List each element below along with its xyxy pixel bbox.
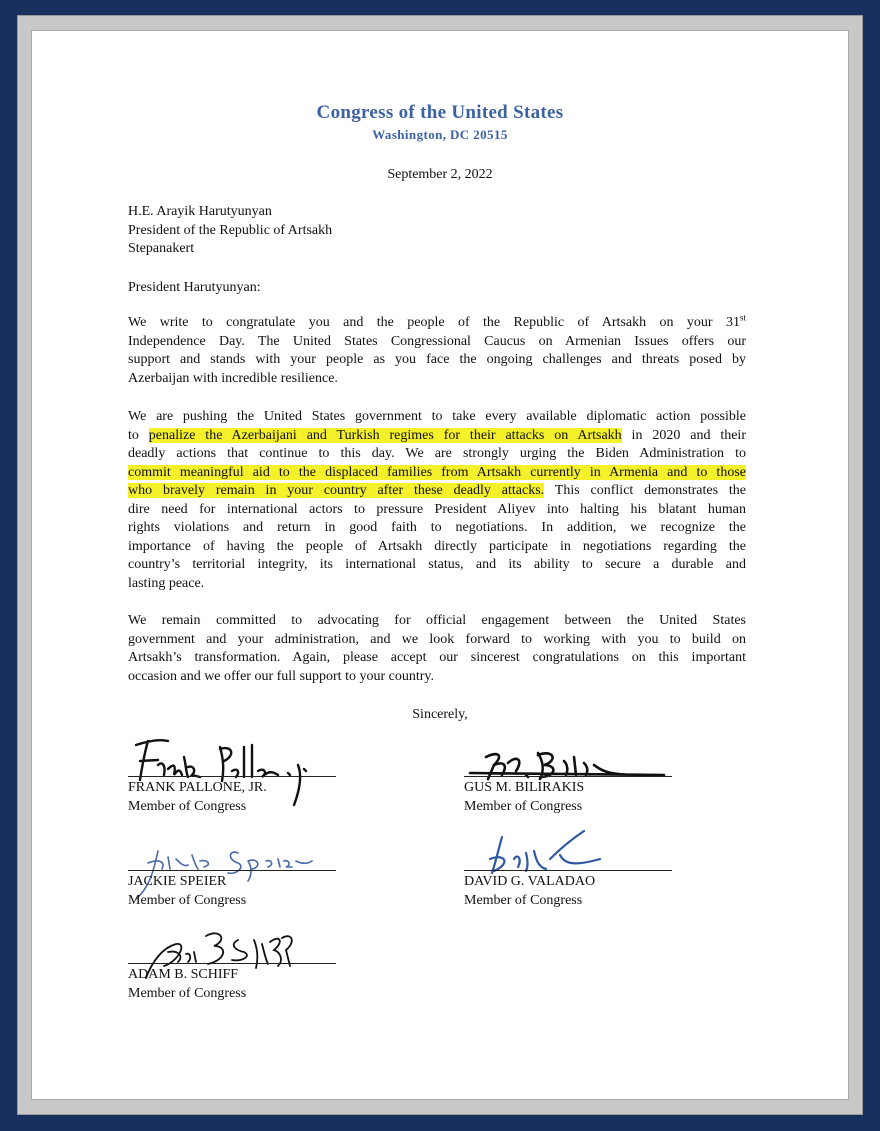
p1-line1: We write to congratulate you and the people of the Republic of Artsakh on your 31 bbox=[128, 315, 740, 330]
p2-line6: dire need for international actors to pressure President Aliyev into halting his blatant human bbox=[128, 501, 746, 517]
signature-line bbox=[128, 963, 336, 964]
signatory-title: Member of Congress bbox=[464, 799, 583, 814]
highlight-penalize: penalize the Azerbaijani and Turkish regimes for their attacks on Artsakh bbox=[148, 427, 622, 443]
recipient-name: H.E. Arayik Harutyunyan bbox=[128, 204, 272, 219]
signatory-title: Member of Congress bbox=[128, 893, 247, 908]
p2-line2a: to bbox=[128, 427, 149, 443]
signature-line bbox=[464, 870, 672, 871]
signatory-title: Member of Congress bbox=[128, 799, 247, 814]
recipient-address bbox=[128, 203, 332, 259]
signature-image bbox=[464, 735, 664, 785]
p2-line5b: This conflict demonstrates the bbox=[544, 483, 747, 498]
signature-line bbox=[464, 776, 672, 777]
signatory-name: ADAM B. SCHIFF bbox=[128, 967, 239, 982]
p2-line1: We are pushing the United States government to take every available diplomatic action possible bbox=[128, 409, 746, 424]
signatory-title: Member of Congress bbox=[128, 986, 247, 1001]
p3-line2: government and your administration, and we look forward to working with you to build on bbox=[128, 631, 746, 647]
letter-date: September 2, 2022 bbox=[387, 167, 493, 182]
salutation: President Harutyunyan: bbox=[128, 280, 261, 295]
signatory-name: FRANK PALLONE, JR. bbox=[128, 780, 267, 795]
recipient-city: Stepanakert bbox=[128, 241, 195, 256]
signatory-name: GUS M. BILIRAKIS bbox=[464, 780, 585, 795]
paragraph-congratulations bbox=[128, 314, 746, 388]
p3-line3: Artsakh’s transformation. Again, please accept our sincerest congratulations on this important bbox=[128, 650, 746, 665]
p2-line7: rights violations and return in good faith to negotiations. In addition, we recognize the bbox=[128, 520, 746, 535]
signatory-name: DAVID G. VALADAO bbox=[464, 874, 596, 889]
signature-stroke bbox=[490, 831, 600, 873]
highlight-aid: commit meaningful aid to the displaced families from Artsakh currently in Armenia and to those bbox=[128, 464, 746, 480]
p2-line3: deadly actions that continue to this day. We are strongly urging the Biden Administration to bbox=[128, 446, 746, 461]
p2-line8: importance of having the people of Artsakh directly participate in negotiations regarding the bbox=[128, 538, 746, 554]
paragraph-diplomatic-action bbox=[128, 408, 746, 593]
paragraph-commitment bbox=[128, 612, 746, 686]
letterhead-title: Congress of the United States bbox=[316, 102, 564, 123]
signatory-name: JACKIE SPEIER bbox=[128, 874, 227, 889]
p3-line4: occasion and we offer our full support to your country. bbox=[128, 668, 434, 684]
signature-line bbox=[128, 870, 336, 871]
p1-line3: support and stands with your people as you face the ongoing challenges and threats posed by bbox=[128, 352, 746, 367]
closing: Sincerely, bbox=[412, 707, 468, 722]
p3-line1: We remain committed to advocating for official engagement between the United States bbox=[128, 613, 746, 628]
p1-line2: Independence Day. The United States Congressional Caucus on Armenian Issues offers our bbox=[128, 333, 746, 349]
letterhead-subtitle: Washington, DC 20515 bbox=[372, 127, 508, 142]
signature-line bbox=[128, 776, 336, 777]
p1-ordinal-suffix: st bbox=[739, 312, 746, 323]
recipient-title: President of the Republic of Artsakh bbox=[128, 222, 333, 238]
p2-line9: country’s territorial integrity, its international status, and its ability to secure a durable and bbox=[128, 557, 746, 572]
signature-image bbox=[464, 829, 664, 879]
p1-line4: Azerbaijan with incredible resilience. bbox=[128, 370, 338, 386]
p2-line10: lasting peace. bbox=[128, 575, 205, 591]
p2-line2b: in 2020 and their bbox=[621, 427, 746, 443]
highlight-remain: who bravely remain in your country after these deadly attacks. bbox=[128, 483, 545, 498]
signatory-title: Member of Congress bbox=[464, 893, 583, 908]
